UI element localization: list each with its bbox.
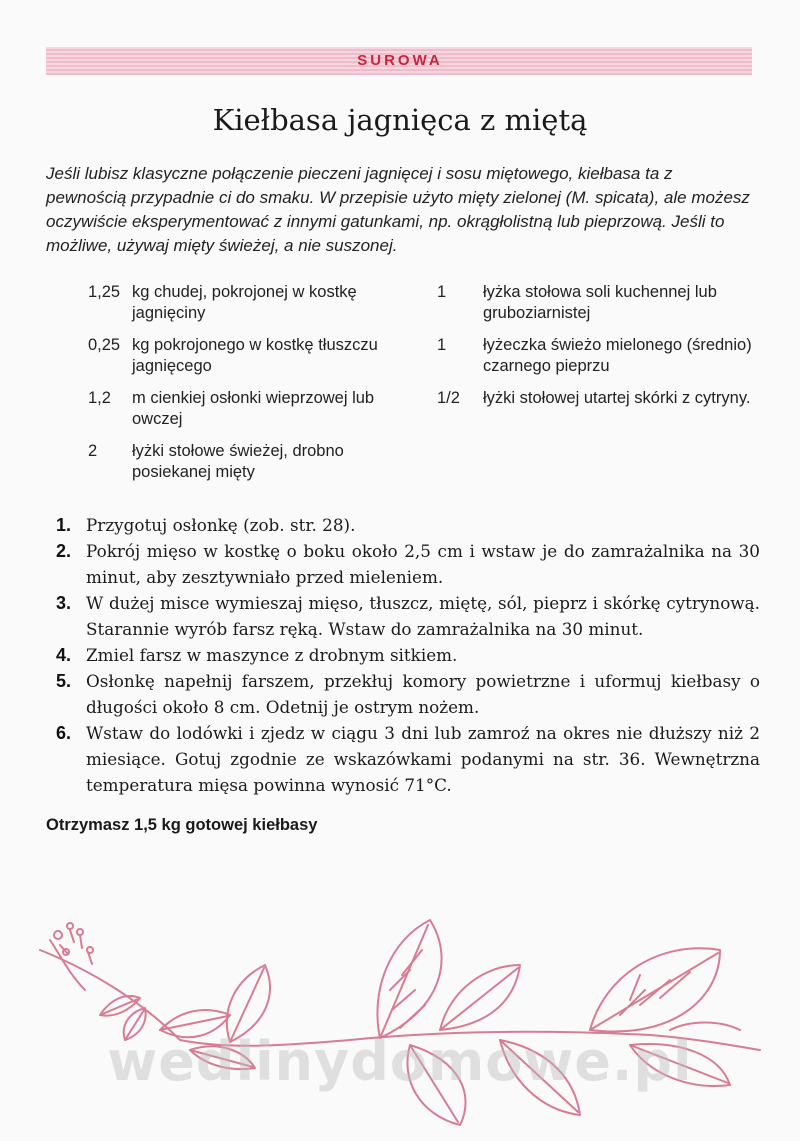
ingredient-text: kg pokrojonego w kostkę tłuszczu jagnięcego	[132, 336, 378, 375]
ingredient-qty: 1,25	[88, 283, 121, 301]
ingredients-right-column	[437, 282, 757, 420]
step-item	[56, 642, 760, 668]
method-steps	[56, 512, 760, 798]
step-item	[56, 512, 760, 538]
ingredient-qty: 1	[437, 336, 447, 354]
watermark: wedlinydomowe.pl	[107, 1030, 693, 1093]
recipe-title: Kiełbasa jagnięca z miętą	[212, 103, 588, 137]
recipe-yield: Otrzymasz 1,5 kg gotowej kiełbasy	[46, 816, 318, 834]
ingredients-left-column	[88, 282, 408, 494]
ingredient-text: łyżki stołowej utartej skórki z cytryny.	[483, 389, 751, 407]
ingredient-item	[88, 388, 408, 430]
step-number: 1.	[56, 515, 72, 535]
ingredient-text: kg chudej, pokrojonej w kostkę jagnięciny	[132, 283, 357, 322]
ingredient-item	[88, 282, 408, 324]
ingredient-text: łyżka stołowa soli kuchennej lub gruboziarnistej	[483, 283, 717, 322]
step-text: Wstaw do lodówki i zjedz w ciągu 3 dni lub zamroź na okres nie dłuższy niż 2 miesiące. Gotuj zgodnie ze wskazówkami podanymi na str. 36. Wewnętrzna temperatura mięsa powinna wynosić 71°C.	[86, 723, 760, 795]
step-number: 2.	[56, 541, 72, 561]
ingredient-text: łyżki stołowe świeżej, drobno posiekanej mięty	[132, 442, 344, 481]
step-number: 4.	[56, 645, 72, 665]
ingredient-item	[88, 335, 408, 377]
step-number: 5.	[56, 671, 72, 691]
section-label: SUROWA	[357, 52, 443, 69]
step-number: 6.	[56, 723, 72, 743]
step-item	[56, 590, 760, 642]
step-text: Przygotuj osłonkę (zob. str. 28).	[86, 515, 356, 535]
ingredient-qty: 1/2	[437, 389, 460, 407]
step-number: 3.	[56, 593, 72, 613]
step-text: W dużej misce wymieszaj mięso, tłuszcz, miętę, sól, pieprz i skórkę cytrynową. Starannie wyrób farsz ręką. Wstaw do zamrażalnika na 30 minut.	[86, 593, 760, 639]
step-text: Pokrój mięso w kostkę o boku około 2,5 cm i wstaw je do zamrażalnika na 30 minut, aby zesztywniało przed mieleniem.	[86, 541, 760, 587]
step-text: Zmiel farsz w maszynce z drobnym sitkiem.	[86, 645, 458, 665]
step-item	[56, 538, 760, 590]
step-text: Osłonkę napełnij farszem, przekłuj komory powietrzne i uformuj kiełbasy o długości około 8 cm. Odetnij je ostrym nożem.	[86, 671, 760, 717]
step-item	[56, 668, 760, 720]
ingredient-item	[88, 441, 408, 483]
ingredient-qty: 1,2	[88, 389, 111, 407]
step-item	[56, 720, 760, 798]
ingredient-text: m cienkiej osłonki wieprzowej lub owczej	[132, 389, 375, 428]
ingredient-qty: 1	[437, 283, 447, 301]
ingredient-item	[437, 388, 757, 409]
ingredient-item	[437, 282, 757, 324]
recipe-intro: Jeśli lubisz klasyczne połączenie pieczeni jagnięcej i sosu miętowego, kiełbasa ta z pewnością przypadnie ci do smaku. W przepisie użyto mięty zielonej (M. spicata), ale możesz oczywiście eksperymentować z innymi gatunkami, np. okrągłolistną lub pieprzową. Jeśli to możliwe, używaj mięty świeżej, a nie suszonej.	[46, 164, 750, 255]
ingredient-text: łyżeczka świeżo mielonego (średnio) czarnego pieprzu	[483, 336, 752, 375]
ingredient-item	[437, 335, 757, 377]
ingredient-qty: 2	[88, 442, 98, 460]
ingredient-qty: 0,25	[88, 336, 121, 354]
